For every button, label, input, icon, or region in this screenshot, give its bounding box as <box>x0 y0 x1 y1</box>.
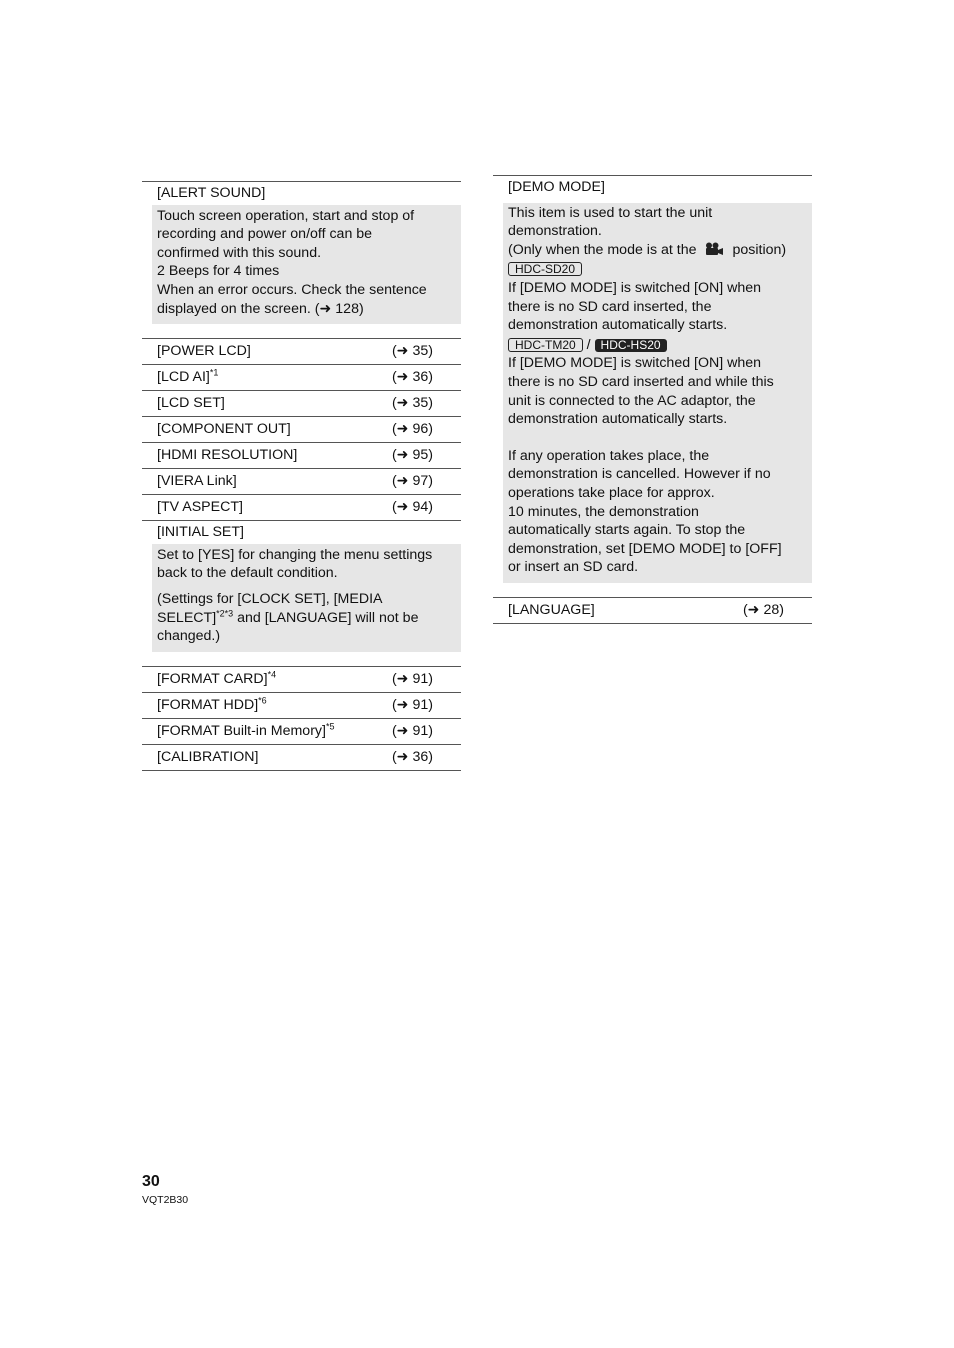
menu-row-hdmi-resolution: [HDMI RESOLUTION] (➜ 95) <box>142 442 461 468</box>
text-line: If any operation takes place, the <box>508 447 710 464</box>
text-line: or insert an SD card. <box>508 559 639 576</box>
page-ref: (➜ 94) <box>391 499 433 516</box>
page-ref: (➜ 36) <box>391 369 433 386</box>
page-ref: (➜ 96) <box>391 421 433 438</box>
page-ref: (➜ 91) <box>391 670 433 687</box>
menu-row-format-card: [FORMAT CARD]$^{*4}$ (➜ 91) <box>142 666 461 692</box>
text-line: recording and power on/off can be <box>157 226 373 243</box>
alert-sound-description <box>152 205 461 325</box>
alert-sound-heading: [ALERT SOUND] <box>142 181 461 205</box>
demo-mode-heading: [DEMO MODE] <box>493 175 812 203</box>
menu-row-lcd-ai: [LCD AI]$^{*1}$ (➜ 36) <box>142 364 461 390</box>
footnote-mark: *2*3 <box>216 607 234 618</box>
menu-row-format-built-in-memory: [FORMAT Built-in Memory]$^{*5}$ (➜ 91) <box>142 718 461 744</box>
text-line: operations take place for approx. <box>508 484 715 501</box>
page-ref: (➜ 97) <box>391 473 433 490</box>
text-line: 10 minutes, the demonstration <box>508 503 699 520</box>
movie-camera-icon <box>704 242 724 256</box>
text-line: unit is connected to the AC adaptor, the <box>508 392 756 409</box>
menu-row-lcd-set: [LCD SET] (➜ 35) <box>142 390 461 416</box>
left-column <box>142 181 461 771</box>
model-badges-row: HDC-TM20 / HDC-HS20 <box>508 335 806 355</box>
text-line: changed.) <box>157 628 221 645</box>
footnote-mark: *1 <box>209 367 219 378</box>
menu-row-viera-link: [VIERA Link] (➜ 97) <box>142 468 461 494</box>
demo-mode-description <box>503 203 812 583</box>
page-ref: (➜ 28) <box>742 602 784 619</box>
page-ref: (➜ 35) <box>391 395 433 412</box>
text-line: confirmed with this sound. <box>157 244 322 261</box>
text-line: If [DEMO MODE] is switched [ON] when <box>508 279 762 296</box>
text-line: This item is used to start the unit <box>508 204 713 221</box>
footnote-mark: *6 <box>258 695 267 706</box>
page-ref: (➜ 36) <box>391 748 433 765</box>
text-line: demonstration automatically starts. <box>508 317 728 334</box>
footnote-mark: *5 <box>325 721 335 732</box>
page-ref: (➜ 91) <box>391 696 433 713</box>
text-line: demonstration is cancelled. However if no <box>508 466 771 483</box>
text-line: 2 Beeps for 4 times <box>157 263 280 280</box>
text-line: there is no SD card inserted, the <box>508 298 712 315</box>
text-line: displayed on the screen. (➜ 128) <box>157 300 364 317</box>
text-line: (Only when the mode is at the position) <box>508 241 787 258</box>
model-badge-hdc-hs20: HDC-HS20 <box>595 339 667 352</box>
menu-row-language: [LANGUAGE] (➜ 28) <box>493 597 812 624</box>
footnote-mark: *4 <box>267 669 277 680</box>
text-line: Set to [YES] for changing the menu settings <box>157 546 433 563</box>
page-number: 30 <box>142 1173 160 1190</box>
text-line: SELECT]$^{*2*3}$ and [LANGUAGE] will not be <box>157 607 419 626</box>
text-line: there is no SD card inserted and while this <box>508 373 774 390</box>
text-line: When an error occurs. Check the sentence <box>157 281 427 298</box>
text-line: back to the default condition. <box>157 565 338 582</box>
text-line: demonstration automatically starts. <box>508 411 728 428</box>
text-line: demonstration, set [DEMO MODE] to [OFF] <box>508 540 782 557</box>
initial-set-heading: [INITIAL SET] <box>142 520 461 544</box>
text-line: If [DEMO MODE] is switched [ON] when <box>508 355 762 372</box>
menu-row-format-hdd: [FORMAT HDD]$^{*6}$ (➜ 91) <box>142 692 461 718</box>
text-line: (Settings for [CLOCK SET], [MEDIA <box>157 590 383 607</box>
page-ref: (➜ 91) <box>391 722 433 739</box>
text-line: automatically starts again. To stop the <box>508 522 746 539</box>
model-badge-hdc-tm20: HDC-TM20 <box>508 338 583 352</box>
menu-row-calibration: [CALIBRATION] (➜ 36) <box>142 744 461 771</box>
right-column <box>493 175 812 624</box>
text-line: Touch screen operation, start and stop of <box>157 207 415 224</box>
menu-row-tv-aspect: [TV ASPECT] (➜ 94) <box>142 494 461 520</box>
model-code: VQT2B30 <box>142 1194 189 1206</box>
page-ref: (➜ 35) <box>391 343 433 360</box>
text-line: demonstration. <box>508 223 602 240</box>
page-ref: (➜ 95) <box>391 447 433 464</box>
initial-set-description <box>152 544 461 652</box>
model-badge-hdc-sd20: HDC-SD20 <box>508 262 582 276</box>
menu-row-power-lcd: [POWER LCD] (➜ 35) <box>142 338 461 364</box>
menu-row-component-out: [COMPONENT OUT] (➜ 96) <box>142 416 461 442</box>
